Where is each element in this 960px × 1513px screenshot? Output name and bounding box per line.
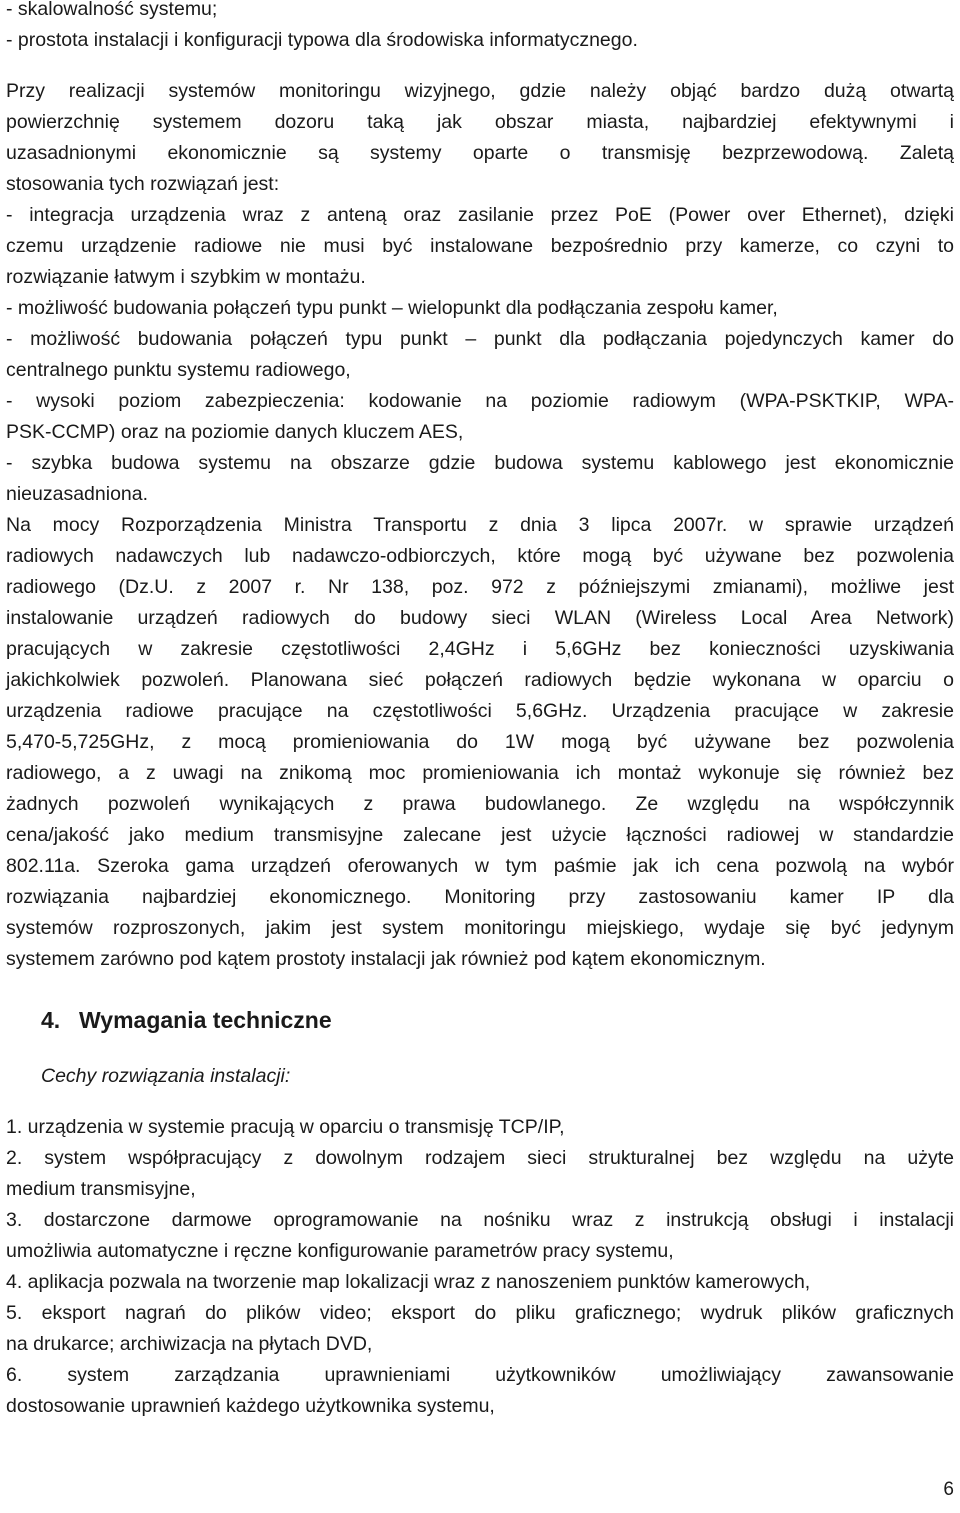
list-line: 1. urządzenia w systemie pracują w oparciu o transmisję TCP/IP,	[6, 1116, 565, 1138]
text-line: rozwiązania najbardziej ekonomicznego. Monitoring przy zastosowaniu kamer IP dla	[6, 886, 954, 908]
text-line: urządzenia radiowe pracujące na częstotliwości 5,6GHz. Urządzenia pracujące w zakresie	[6, 700, 954, 722]
page-number: 6	[943, 1479, 954, 1500]
list-line: 3. dostarczone darmowe oprogramowanie na nośniku wraz z instrukcją obsługi i instalacji	[6, 1209, 954, 1231]
text-line: 5,470-5,725GHz, z mocą promieniowania do 1W mogą być używane bez pozwolenia	[6, 731, 954, 753]
list-line: 5. eksport nagrań do plików video; eksport do pliku graficznego; wydruk plików graficznych	[6, 1302, 954, 1324]
list-line: umożliwia automatyczne i ręczne konfigurowanie parametrów pracy systemu,	[6, 1240, 674, 1262]
list-line: na drukarce; archiwizacja na płytach DVD,	[6, 1333, 373, 1355]
bullet-line: - skalowalność systemu;	[6, 0, 218, 20]
text-line: stosowania tych rozwiązań jest:	[6, 173, 280, 195]
text-line: nieuzasadniona.	[6, 483, 149, 505]
list-line: medium transmisyjne,	[6, 1178, 196, 1200]
list-line: 2. system współpracujący z dowolnym rodzajem sieci strukturalnej bez względu na użyte	[6, 1147, 954, 1169]
text-line: 802.11a. Szeroka gama urządzeń oferowanych w tym paśmie jak ich cena pozwolą na wybór	[6, 855, 954, 877]
list-line: 6. system zarządzania uprawnieniami użytkowników umożliwiający zawansowanie	[6, 1364, 954, 1386]
section-number: 4.	[41, 1007, 61, 1033]
text-line: czemu urządzenie radiowe nie musi być instalowane bezpośrednio przy kamerze, co czyni to	[6, 235, 954, 257]
text-line: cena/jakość jako medium transmisyjne zalecane jest użycie łączności radiowej w standardzie	[6, 824, 954, 846]
text-line: rozwiązanie łatwym i szybkim w montażu.	[6, 266, 366, 288]
text-line: radiowego (Dz.U. z 2007 r. Nr 138, poz. 972 z późniejszymi zmianami), możliwe jest	[6, 576, 954, 598]
text-line: uzasadnionymi ekonomicznie są systemy oparte o transmisję bezprzewodową. Zaletą	[6, 142, 954, 164]
list-line: 4. aplikacja pozwala na tworzenie map lokalizacji wraz z nanoszeniem punktów kamerowych,	[6, 1271, 811, 1293]
text-line: jakichkolwiek pozwoleń. Planowana sieć połączeń radiowych będzie wykonana w oparciu o	[6, 669, 954, 691]
text-line: pracujących w zakresie częstotliwości 2,4GHz i 5,6GHz bez konieczności uzyskiwania	[6, 638, 954, 660]
section-title: Wymagania techniczne	[79, 1007, 332, 1033]
text-line: centralnego punktu systemu radiowego,	[6, 359, 351, 381]
bullet-line: - prostota instalacji i konfiguracji typowa dla środowiska informatycznego.	[6, 29, 638, 51]
text-line: - szybka budowa systemu na obszarze gdzie budowa systemu kablowego jest ekonomicznie	[6, 452, 954, 474]
text-line: - wysoki poziom zabezpieczenia: kodowanie na poziomie radiowym (WPA-PSKTKIP, WPA-	[6, 390, 954, 412]
text-line: - integracja urządzenia wraz z anteną oraz zasilanie przez PoE (Power over Ethernet), dzięki	[6, 204, 954, 226]
body-paragraph	[6, 76, 954, 975]
section-heading	[6, 1005, 954, 1036]
subheading: Cechy rozwiązania instalacji:	[41, 1065, 291, 1087]
text-line: powierzchnię systemem dozoru taką jak obszar miasta, najbardziej efektywnymi i	[6, 111, 954, 133]
text-line: instalowanie urządzeń radiowych do budowy sieci WLAN (Wireless Local Area Network)	[6, 607, 954, 629]
list-line: dostosowanie uprawnień każdego użytkownika systemu,	[6, 1395, 495, 1417]
numbered-list	[6, 1112, 954, 1422]
text-line: PSK-CCMP) oraz na poziomie danych kluczem AES,	[6, 421, 464, 443]
text-line: Przy realizacji systemów monitoringu wizyjnego, gdzie należy objąć bardzo dużą otwartą	[6, 80, 954, 102]
text-line: radiowych nadawczych lub nadawczo-odbiorczych, które mogą być używane bez pozwolenia	[6, 545, 954, 567]
text-line: - możliwość budowania połączeń typu punkt – punkt dla podłączania pojedynczych kamer do	[6, 328, 954, 350]
text-line: systemem zarówno pod kątem prostoty instalacji jak również pod kątem ekonomicznym.	[6, 948, 766, 970]
text-line: żadnych pozwoleń wynikających z prawa budowlanego. Ze względu na współczynnik	[6, 793, 954, 815]
top-bullets	[6, 0, 954, 56]
text-line: Na mocy Rozporządzenia Ministra Transportu z dnia 3 lipca 2007r. w sprawie urządzeń	[6, 514, 954, 536]
text-line: systemów rozproszonych, jakim jest system monitoringu miejskiego, wydaje się być jedynym	[6, 917, 954, 939]
text-line: radiowego, a z uwagi na znikomą moc promieniowania ich montaż wykonuje się również bez	[6, 762, 954, 784]
text-line: - możliwość budowania połączeń typu punkt – wielopunkt dla podłączania zespołu kamer,	[6, 297, 778, 319]
